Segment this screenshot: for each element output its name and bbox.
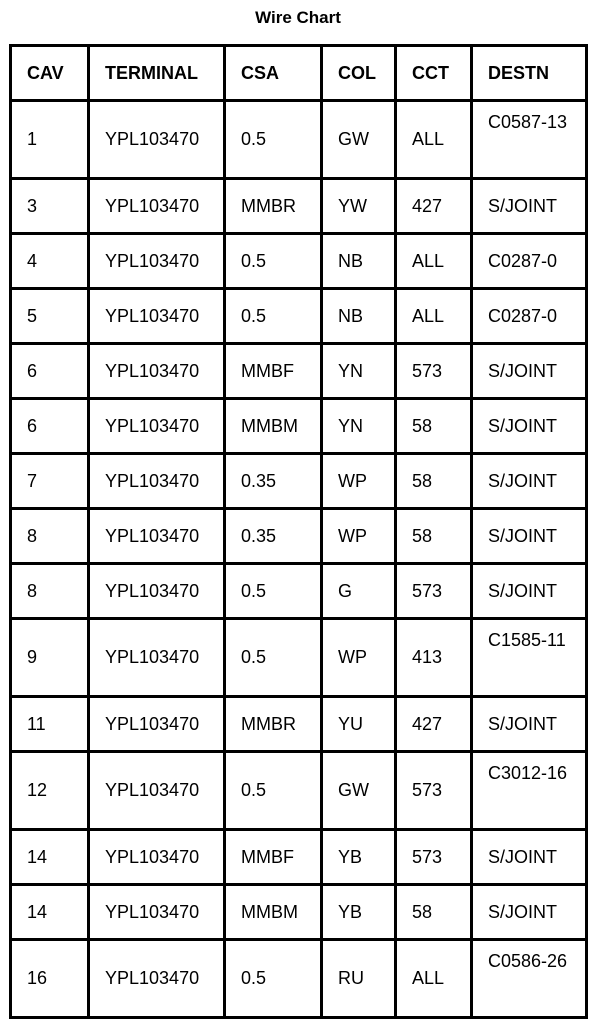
cell-cav: 4 [11,234,89,289]
cell-terminal: YPL103470 [89,619,225,697]
cell-terminal: YPL103470 [89,454,225,509]
cell-terminal: YPL103470 [89,399,225,454]
cell-cav: 6 [11,399,89,454]
cell-col: YU [322,697,396,752]
table-row [11,509,587,564]
cell-csa: 0.5 [225,101,322,179]
table-row [11,234,587,289]
cell-cct: 427 [396,179,472,234]
cell-destn: C0586-26 [472,940,587,1018]
cell-col: YN [322,344,396,399]
cell-destn: C0587-13 [472,101,587,179]
cell-cav: 8 [11,509,89,564]
cell-destn: S/JOINT [472,564,587,619]
cell-terminal: YPL103470 [89,752,225,830]
cell-cav: 5 [11,289,89,344]
cell-destn: C1585-11 [472,619,587,697]
cell-terminal: YPL103470 [89,697,225,752]
cell-csa: 0.5 [225,752,322,830]
cell-col: NB [322,289,396,344]
table-row [11,454,587,509]
cell-cct: 413 [396,619,472,697]
table-row [11,752,587,830]
column-header-cav: CAV [11,46,89,101]
cell-terminal: YPL103470 [89,830,225,885]
cell-col: WP [322,509,396,564]
column-header-col: COL [322,46,396,101]
cell-col: YB [322,830,396,885]
cell-cav: 8 [11,564,89,619]
column-header-destn: DESTN [472,46,587,101]
cell-csa: MMBF [225,344,322,399]
table-row [11,179,587,234]
table-row [11,830,587,885]
cell-cct: 427 [396,697,472,752]
table-row [11,564,587,619]
cell-cav: 14 [11,885,89,940]
cell-cct: 573 [396,564,472,619]
cell-csa: 0.5 [225,619,322,697]
table-row [11,619,587,697]
page-title: Wire Chart [255,8,341,27]
cell-csa: 0.5 [225,940,322,1018]
cell-csa: MMBF [225,830,322,885]
cell-cav: 3 [11,179,89,234]
cell-destn: C3012-16 [472,752,587,830]
cell-cct: 58 [396,454,472,509]
cell-csa: MMBM [225,885,322,940]
cell-cav: 11 [11,697,89,752]
table-body [11,101,587,1018]
cell-cct: 573 [396,830,472,885]
cell-csa: 0.5 [225,234,322,289]
cell-col: RU [322,940,396,1018]
cell-cct: ALL [396,940,472,1018]
cell-terminal: YPL103470 [89,234,225,289]
cell-cct: ALL [396,289,472,344]
cell-destn: S/JOINT [472,509,587,564]
cell-terminal: YPL103470 [89,509,225,564]
table-row [11,940,587,1018]
cell-csa: 0.35 [225,509,322,564]
cell-col: YB [322,885,396,940]
cell-col: YN [322,399,396,454]
wire-chart-table [9,44,588,1019]
table-row [11,697,587,752]
column-header-csa: CSA [225,46,322,101]
table-header-row [11,46,587,101]
column-header-terminal: TERMINAL [89,46,225,101]
cell-csa: 0.35 [225,454,322,509]
cell-cav: 7 [11,454,89,509]
cell-col: GW [322,101,396,179]
cell-col: WP [322,619,396,697]
cell-destn: S/JOINT [472,454,587,509]
table-row [11,399,587,454]
cell-cct: ALL [396,234,472,289]
cell-cct: 573 [396,752,472,830]
cell-csa: MMBM [225,399,322,454]
cell-terminal: YPL103470 [89,101,225,179]
cell-cav: 12 [11,752,89,830]
column-header-cct: CCT [396,46,472,101]
cell-terminal: YPL103470 [89,940,225,1018]
table-row [11,289,587,344]
cell-col: GW [322,752,396,830]
cell-destn: S/JOINT [472,344,587,399]
cell-destn: S/JOINT [472,830,587,885]
cell-csa: 0.5 [225,289,322,344]
cell-terminal: YPL103470 [89,289,225,344]
table-row [11,344,587,399]
cell-cct: 58 [396,885,472,940]
cell-destn: S/JOINT [472,697,587,752]
cell-destn: C0287-0 [472,234,587,289]
cell-destn: C0287-0 [472,289,587,344]
cell-destn: S/JOINT [472,179,587,234]
cell-cav: 6 [11,344,89,399]
cell-cav: 9 [11,619,89,697]
cell-destn: S/JOINT [472,885,587,940]
cell-col: YW [322,179,396,234]
cell-cct: 58 [396,509,472,564]
cell-terminal: YPL103470 [89,885,225,940]
cell-cct: 58 [396,399,472,454]
cell-col: G [322,564,396,619]
cell-cav: 16 [11,940,89,1018]
table-row [11,885,587,940]
cell-csa: 0.5 [225,564,322,619]
cell-cct: 573 [396,344,472,399]
cell-terminal: YPL103470 [89,179,225,234]
cell-cav: 1 [11,101,89,179]
cell-col: NB [322,234,396,289]
cell-col: WP [322,454,396,509]
cell-csa: MMBR [225,697,322,752]
cell-cct: ALL [396,101,472,179]
table-row [11,101,587,179]
cell-destn: S/JOINT [472,399,587,454]
cell-terminal: YPL103470 [89,344,225,399]
cell-terminal: YPL103470 [89,564,225,619]
cell-csa: MMBR [225,179,322,234]
cell-cav: 14 [11,830,89,885]
